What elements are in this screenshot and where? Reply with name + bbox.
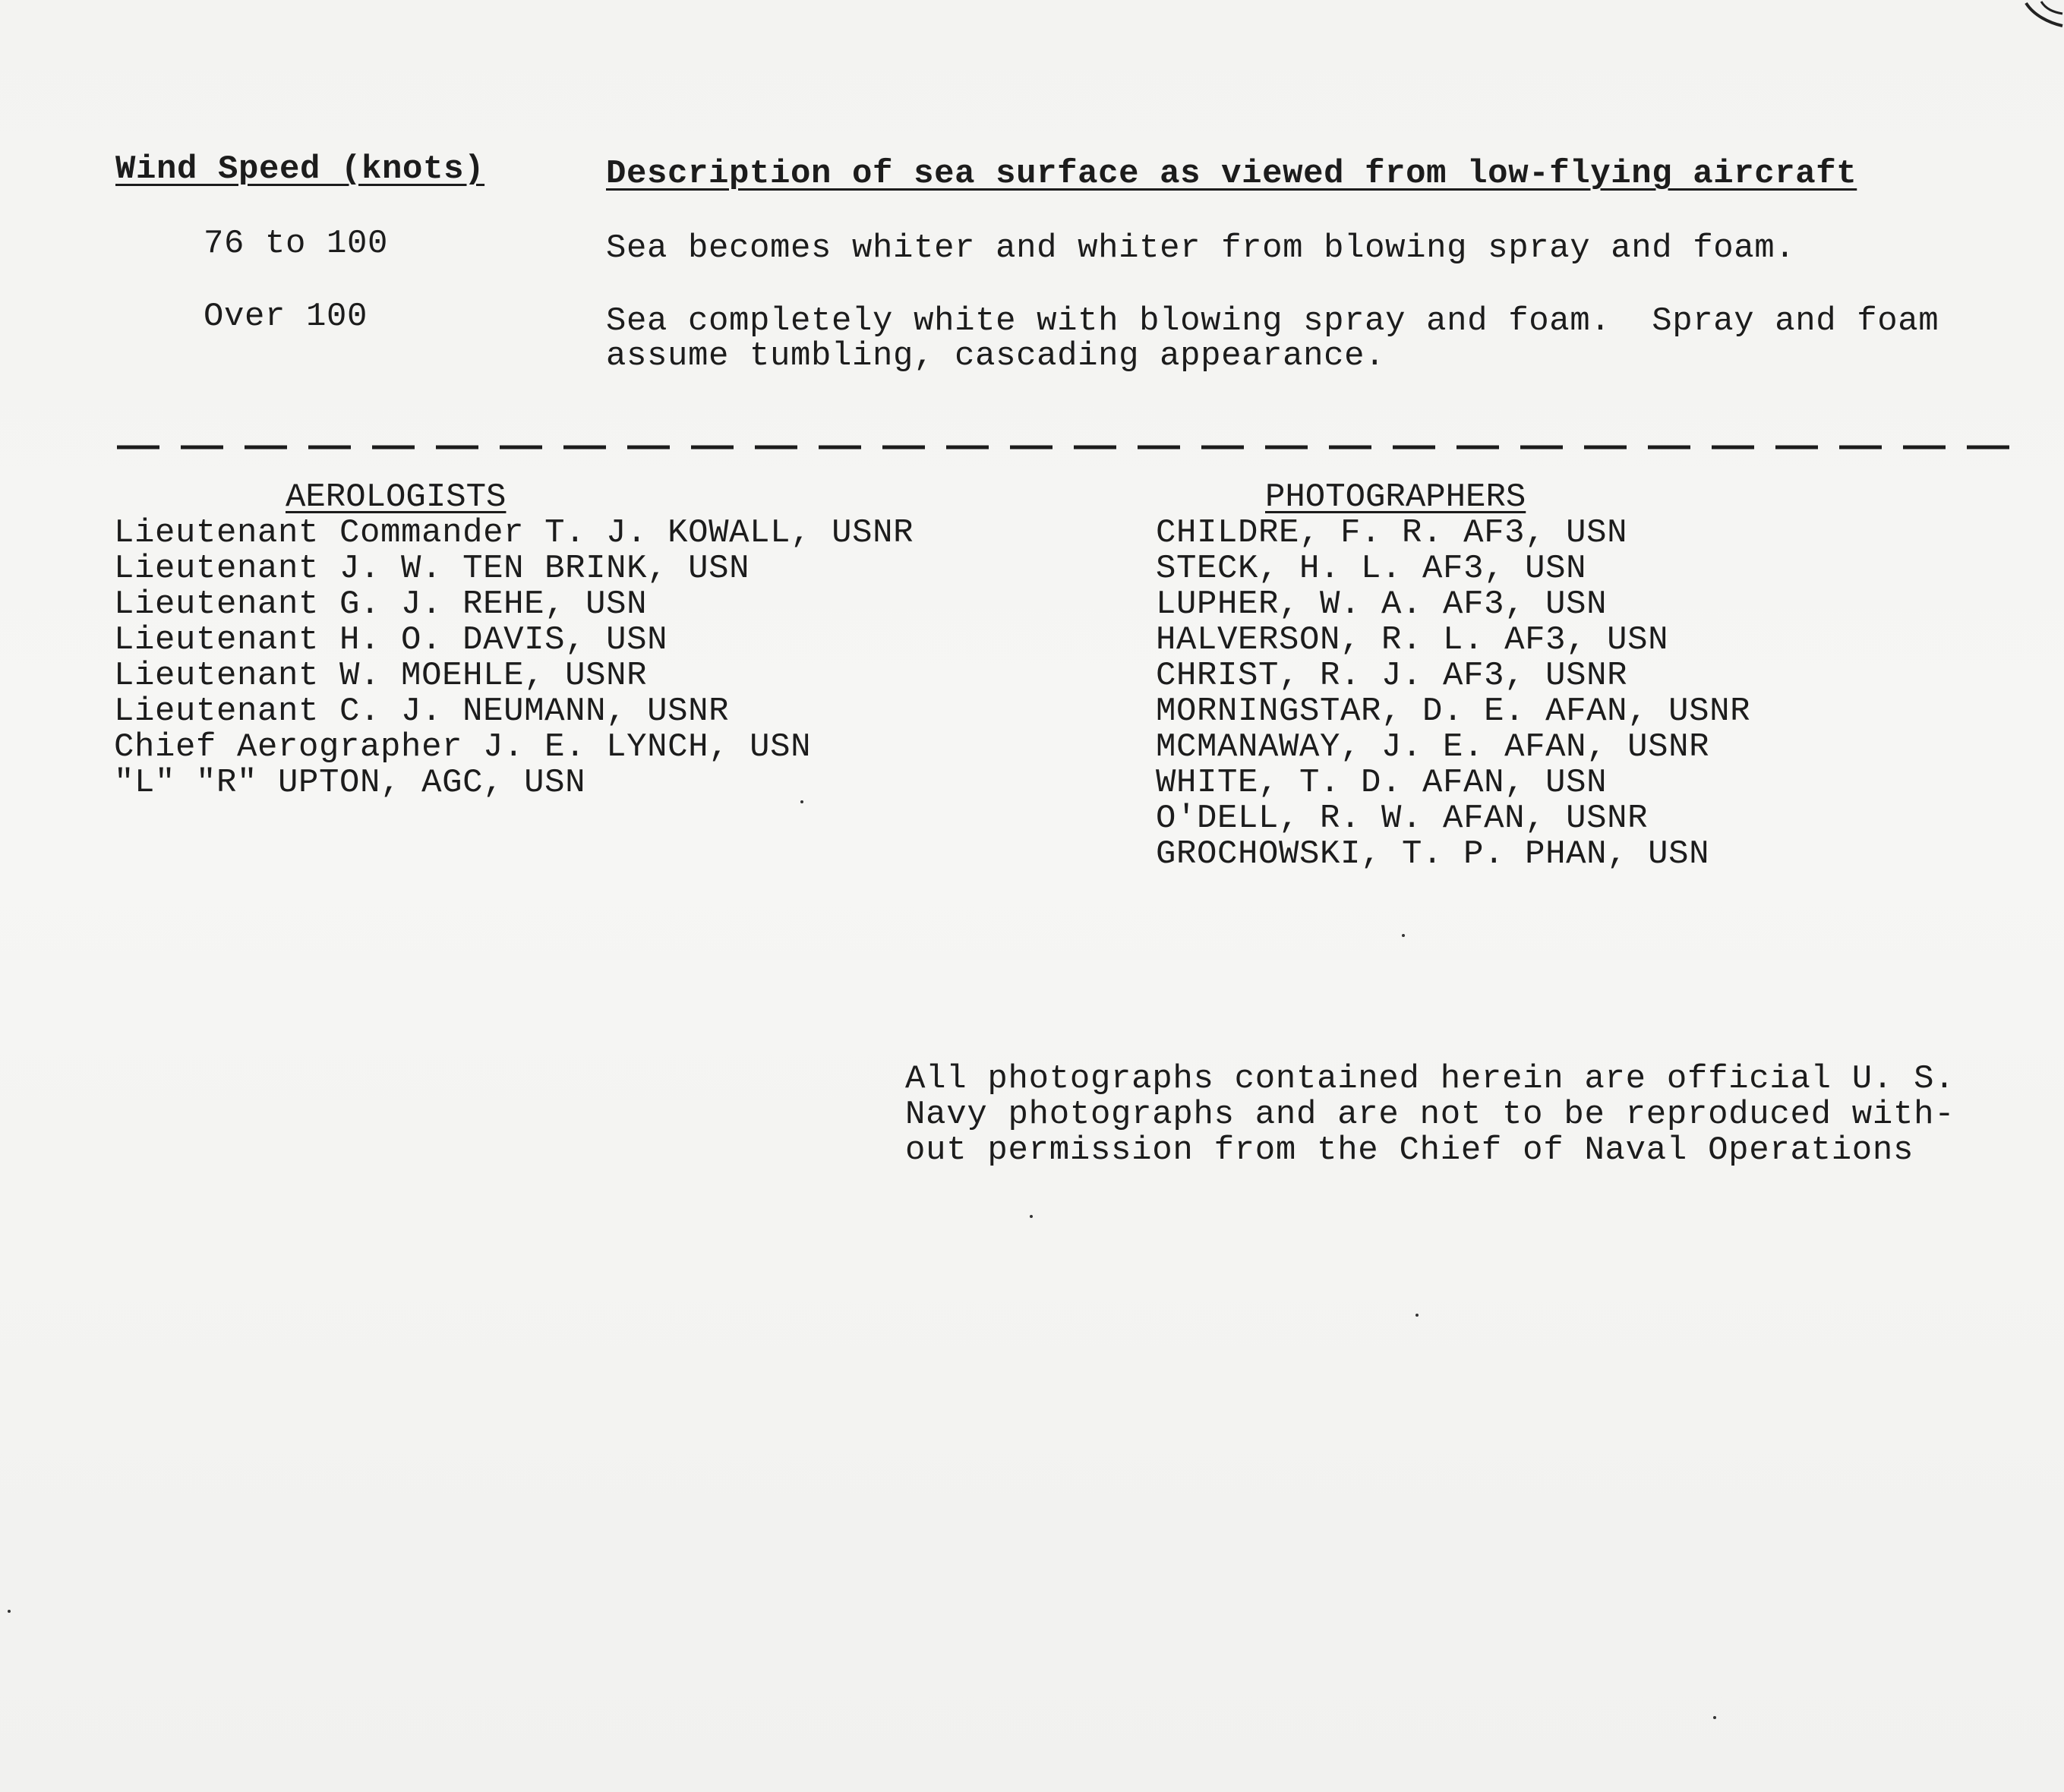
description-cell-continuation: assume tumbling, cascading appearance. [606,337,1386,375]
list-item: Lieutenant J. W. TEN BRINK, USN [114,550,750,588]
description-header: Description of sea surface as viewed from low-flying aircraft [606,155,1857,193]
list-item: "L" "R" UPTON, AGC, USN [114,764,586,802]
list-item: Lieutenant Commander T. J. KOWALL, USNR [114,514,914,552]
list-item: Lieutenant C. J. NEUMANN, USNR [114,693,730,730]
list-item: LUPHER, W. A. AF3, USN [1156,585,1608,623]
list-item: GROCHOWSKI, T. P. PHAN, USN [1156,835,1710,873]
list-item: MORNINGSTAR, D. E. AFAN, USNR [1156,693,1751,730]
list-item: Chief Aerographer J. E. LYNCH, USN [114,728,812,766]
list-item: STECK, H. L. AF3, USN [1156,550,1587,588]
wind-speed-cell: 76 to 100 [204,225,389,263]
notice-line: All photographs contained herein are official U. S. [905,1060,1955,1098]
list-item: O'DELL, R. W. AFAN, USNR [1156,800,1649,838]
list-item: MCMANAWAY, J. E. AFAN, USNR [1156,728,1710,766]
list-item: WHITE, T. D. AFAN, USN [1156,764,1608,802]
aerologists-title: AEROLOGISTS [286,478,507,516]
reproduction-notice [905,1062,1955,1169]
notice-line: Navy photographs and are not to be reproduced with- [905,1096,1955,1134]
list-item: Lieutenant G. J. REHE, USN [114,585,648,623]
list-item: Lieutenant W. MOEHLE, USNR [114,657,648,695]
list-item: CHILDRE, F. R. AF3, USN [1156,514,1628,552]
paper-speck [1415,1314,1419,1317]
wind-speed-cell: Over 100 [204,298,368,336]
dashed-divider [117,443,2015,451]
aerologists-list [114,480,914,801]
photographers-list [1156,480,1750,872]
paper-speck [8,1610,11,1613]
notice-line: out permission from the Chief of Naval Operations [905,1131,1914,1169]
paper-speck [1713,1716,1716,1719]
list-item: Lieutenant H. O. DAVIS, USN [114,621,668,659]
paper-speck [1402,934,1405,937]
list-item: CHRIST, R. J. AF3, USNR [1156,657,1628,695]
photographers-title: PHOTOGRAPHERS [1265,478,1526,516]
description-cell: Sea becomes whiter and whiter from blowing spray and foam. [606,229,1796,267]
wind-speed-header: Wind Speed (knots) [115,150,485,188]
list-item: HALVERSON, R. L. AF3, USN [1156,621,1669,659]
paper-speck [800,800,803,803]
description-cell: Sea completely white with blowing spray and foam. Spray and foam [606,302,1939,340]
paper-speck [1030,1215,1033,1218]
corner-curl-mark [2011,0,2064,38]
